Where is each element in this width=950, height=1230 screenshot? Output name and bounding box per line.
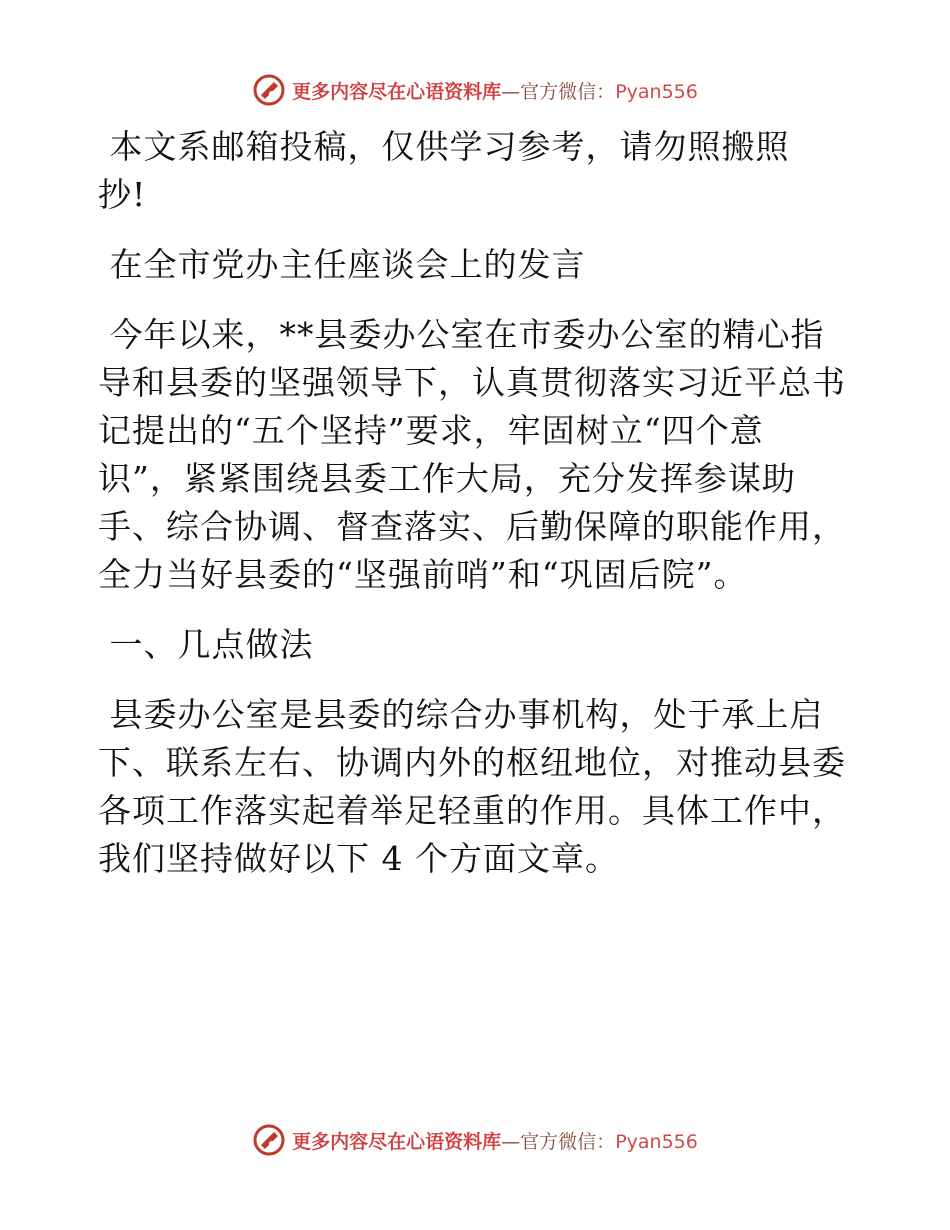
notice-paragraph: 本文系邮箱投稿，仅供学习参考，请勿照搬照 抄! <box>98 127 790 214</box>
document-body <box>98 123 858 883</box>
section-heading: 一、几点做法 <box>98 625 314 664</box>
header-watermark <box>0 70 950 110</box>
watermark-text: 更多内容尽在心语资料库—官方微信：Pyan556 <box>292 1130 698 1153</box>
brand-logo-icon <box>252 1123 286 1157</box>
brand-logo-icon <box>252 73 286 107</box>
body-paragraph: 县委办公室是县委的综合办事机构，处于承上启 下、联系左右、协调内外的枢纽地位，对推动县委 各项工作落实起着举足轻重的作用。具体工作中， 我们坚持做好以下 4 个方面文章。 <box>98 695 846 878</box>
document-title: 在全市党办主任座谈会上的发言 <box>98 245 586 284</box>
watermark-text: 更多内容尽在心语资料库—官方微信：Pyan556 <box>292 80 698 103</box>
intro-paragraph: 今年以来，**县委办公室在市委办公室的精心指 导和县委的坚强领导下，认真贯彻落实习近平总书 记提出的“五个坚持”要求，牢固树立“四个意 识”，紧紧围绕县委工作大局，充分发挥参谋助 手、综合协调、督查落实、后勤保障的职能作用， 全力当好县委的“坚强前哨”和“巩固后院”。 <box>98 315 846 594</box>
footer-watermark <box>0 1120 950 1160</box>
